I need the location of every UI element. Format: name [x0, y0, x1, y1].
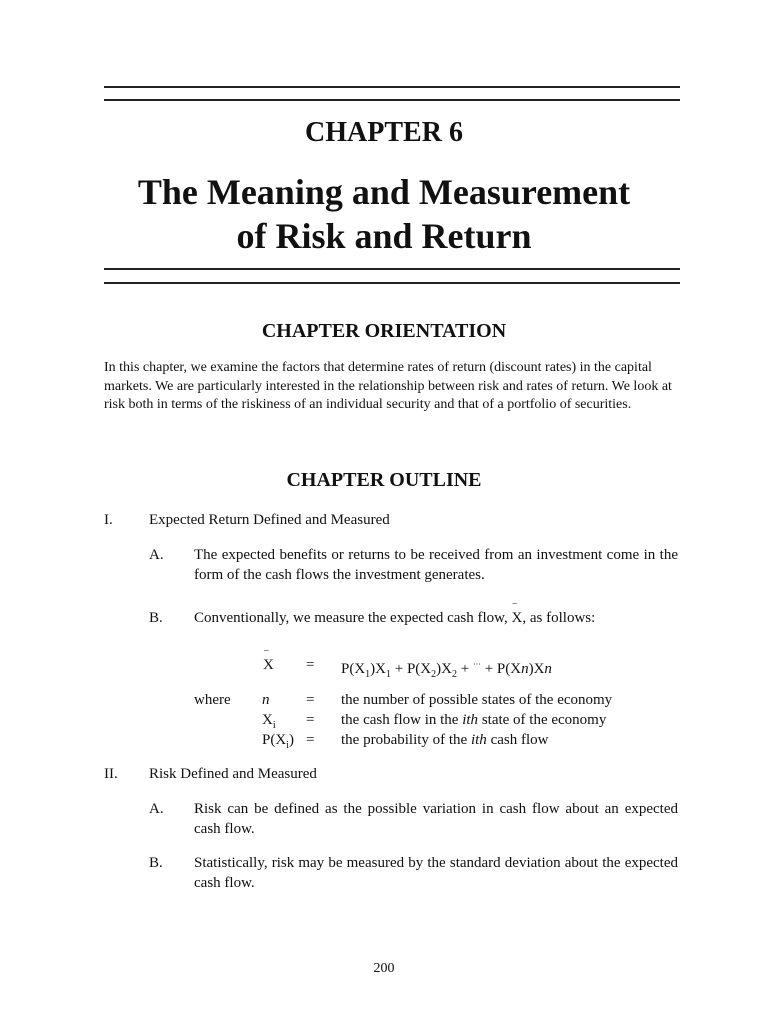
- def-xi-text: [341, 710, 606, 730]
- title-rule-1: [104, 268, 680, 270]
- chapter-title-line-2: of Risk and Return: [236, 216, 532, 256]
- top-rule-2: [104, 99, 680, 101]
- section-2-title: Risk Defined and Measured: [149, 766, 317, 782]
- expected-cash-flow-symbol: – X: [512, 608, 523, 628]
- section-1-numeral: I.: [104, 512, 113, 528]
- item-b-text-after: , as follows:: [522, 610, 596, 626]
- section-2-item-a-letter: A.: [149, 801, 164, 817]
- def-n-text: the number of possible states of the economy: [341, 692, 613, 708]
- section-2-numeral: II.: [104, 766, 118, 782]
- formula-xbar-symbol: – X: [263, 655, 274, 675]
- section-2-item-a-text: Risk can be defined as the possible variation in cash flow about an expected cash flow.: [194, 801, 678, 837]
- top-rule-1: [104, 86, 680, 88]
- formula-equals: =: [306, 657, 315, 673]
- def-xi-letter: X: [262, 712, 273, 728]
- def-xi-text-before: the cash flow in the: [341, 712, 459, 728]
- def-xi-subscript: i: [272, 720, 276, 731]
- chapter-number: CHAPTER 6: [305, 117, 463, 148]
- section-1-item-b-text: [194, 608, 595, 628]
- title-rule-2: [104, 282, 680, 284]
- orientation-heading: CHAPTER ORIENTATION: [261, 320, 507, 342]
- section-1-item-b-letter: B.: [149, 610, 163, 626]
- where-label: where: [194, 692, 231, 708]
- def-pxi-equals: =: [306, 732, 315, 748]
- page-number: 200: [373, 961, 395, 976]
- formula-lhs: [263, 655, 274, 675]
- def-pxi-text-after: cash flow: [490, 732, 549, 748]
- def-pxi-ith: ith: [470, 732, 487, 748]
- formula-rhs: $P(X_1)X_1 + P(X_2)X_2 + ^{\cdot\cdot\cdot} + P(Xn)Xn$: [341, 660, 552, 680]
- section-1-title: Expected Return Defined and Measured: [149, 512, 390, 528]
- def-pxi-text-before: the probability of the: [341, 732, 468, 748]
- def-pxi-text: [341, 730, 548, 750]
- chapter-title: [0, 170, 768, 258]
- item-b-text-before: Conventionally, we measure the expected cash flow,: [194, 610, 508, 626]
- outline-heading: CHAPTER OUTLINE: [286, 469, 482, 491]
- chapter-title-line-1: The Meaning and Measurement: [137, 172, 631, 212]
- def-n-symbol: n: [262, 692, 270, 708]
- section-2-item-b-letter: B.: [149, 855, 163, 871]
- def-xi-ith: ith: [462, 712, 479, 728]
- def-n-equals: =: [306, 692, 315, 708]
- def-pxi-symbol: $P(X_i)$: [262, 732, 294, 751]
- section-1-item-a-letter: A.: [149, 547, 164, 563]
- orientation-paragraph: In this chapter, we examine the factors that determine rates of return (discount rates) in the capital markets. We are particularly interested in the relationship between risk and rates of return. We look at risk both in terms of the riskiness of an individual security and that of a portfolio of securities.: [104, 360, 672, 412]
- section-1-item-a-text: The expected benefits or returns to be received from an investment come in the form of the cash flows the investment generates.: [194, 547, 678, 583]
- def-xi-text-after: state of the economy: [481, 712, 607, 728]
- section-2-item-b-text: Statistically, risk may be measured by the standard deviation about the expected cash flow.: [194, 855, 678, 891]
- def-xi-equals: =: [306, 712, 315, 728]
